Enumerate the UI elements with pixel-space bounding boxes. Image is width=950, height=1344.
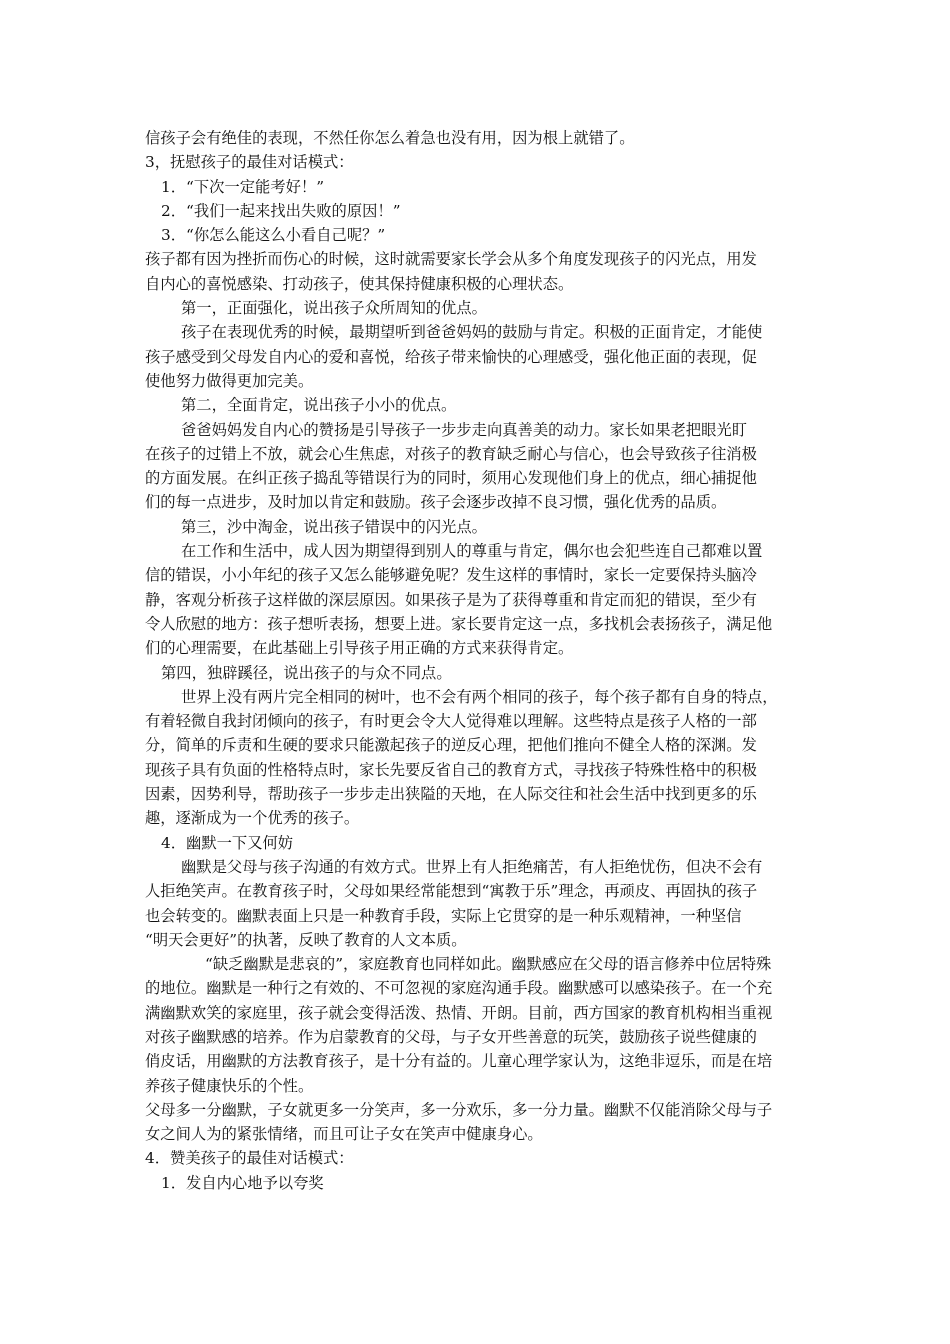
paragraph-line: 俏皮话，用幽默的方法教育孩子，是十分有益的。儿童心理学家认为，这绝非逗乐，而是在培 — [145, 1052, 773, 1071]
paragraph-line: 在工作和生活中，成人因为期望得到别人的尊重与肯定，偶尔也会犯些连自己都难以置 — [181, 542, 763, 561]
list-item: 1．“下次一定能考好！” — [161, 177, 325, 196]
heading-praise-patterns: 4．赞美孩子的最佳对话模式： — [145, 1149, 354, 1168]
paragraph-line: 的地位。幽默是一种行之有效的、不可忽视的家庭沟通手段。幽默感可以感染孩子。在一个充 — [145, 979, 773, 998]
paragraph-line: 分，简单的斥责和生硬的要求只能激起孩子的逆反心理，把他们推向不健全人格的深渊。发 — [145, 736, 757, 755]
paragraph-line: 孩子都有因为挫折而伤心的时候，这时就需要家长学会从多个角度发现孩子的闪光点，用发 — [145, 250, 757, 269]
paragraph-line: 因素，因势利导，帮助孩子一步步走出狭隘的天地，在人际交往和社会生活中找到更多的乐 — [145, 785, 757, 804]
paragraph-line: 使他努力做得更加完美。 — [145, 371, 314, 390]
paragraph-line: 现孩子具有负面的性格特点时，家长先要反省自己的教育方式，寻找孩子特殊性格中的积极 — [145, 760, 757, 779]
heading-comfort-patterns: 3，抚慰孩子的最佳对话模式： — [145, 153, 354, 172]
paragraph-line: 的方面发展。在纠正孩子捣乱等错误行为的同时，须用心发现他们身上的优点，细心捕捉他 — [145, 469, 757, 488]
paragraph-line: 也会转变的。幽默表面上只是一种教育手段，实际上它贯穿的是一种乐观精神，一种坚信 — [145, 906, 742, 925]
list-item: 1．发自内心地予以夸奖 — [161, 1173, 324, 1192]
paragraph-line: 养孩子健康快乐的个性。 — [145, 1076, 314, 1095]
paragraph-line: 幽默是父母与孩子沟通的有效方式。世界上有人拒绝痛苦，有人拒绝忧伤，但决不会有 — [181, 857, 763, 876]
subheading-first: 第一，正面强化，说出孩子众所周知的优点。 — [181, 299, 487, 318]
paragraph-line: 自内心的喜悦感染、打动孩子，使其保持健康积极的心理状态。 — [145, 274, 574, 293]
paragraph-line: “缺乏幽默是悲哀的”，家庭教育也同样如此。幽默感应在父母的语言修养中位居特殊 — [205, 955, 772, 974]
subheading-fourth: 第四，独辟蹊径，说出孩子的与众不同点。 — [161, 663, 452, 682]
paragraph-line: 父母多一分幽默，子女就更多一分笑声，多一分欢乐，多一分力量。幽默不仅能消除父母与子 — [145, 1100, 773, 1119]
paragraph-line: 信孩子会有绝佳的表现，不然任你怎么着急也没有用，因为根上就错了。 — [145, 129, 635, 147]
paragraph-line: 令人欣慰的地方：孩子想听表扬，想要上进。家长要肯定这一点，多找机会表扬孩子，满足他 — [145, 614, 773, 633]
paragraph-line: 爸爸妈妈发自内心的赞扬是引导孩子一步步走向真善美的动力。家长如果老把眼光盯 — [181, 420, 747, 439]
list-item: 3．“你怎么能这么小看自己呢？” — [161, 226, 386, 245]
paragraph-line: 满幽默欢笑的家庭里，孩子就会变得活泼、热情、开朗。目前，西方国家的教育机构相当重视 — [145, 1003, 773, 1022]
paragraph-line: 静，客观分析孩子这样做的深层原因。如果孩子是为了获得尊重和肯定而犯的错误，至少有 — [145, 590, 757, 609]
paragraph-line: 趣，逐渐成为一个优秀的孩子。 — [145, 809, 360, 828]
paragraph-line: 人拒绝笑声。在教育孩子时，父母如果经常能想到“寓教于乐”理念，再顽皮、再固执的孩子 — [145, 882, 758, 901]
paragraph-line: 们的心理需要，在此基础上引导孩子用正确的方式来获得肯定。 — [145, 639, 574, 658]
subheading-third: 第三，沙中淘金，说出孩子错误中的闪光点。 — [181, 517, 487, 536]
paragraph-line: 世界上没有两片完全相同的树叶，也不会有两个相同的孩子，每个孩子都有自身的特点， — [181, 687, 778, 706]
paragraph-line: 对孩子幽默感的培养。作为启蒙教育的父母，与子女开些善意的玩笑，鼓励孩子说些健康的 — [145, 1027, 757, 1046]
paragraph-line: 孩子感受到父母发自内心的爱和喜悦，给孩子带来愉快的心理感受，强化他正面的表现，促 — [145, 347, 757, 366]
paragraph-line: 有着轻微自我封闭倾向的孩子，有时更会令大人觉得难以理解。这些特点是孩子人格的一部 — [145, 712, 757, 731]
document-body — [145, 126, 817, 1195]
paragraph-line: 们的每一点进步，及时加以肯定和鼓励。孩子会逐步改掉不良习惯，强化优秀的品质。 — [145, 493, 727, 512]
list-item: 2．“我们一起来找出失败的原因！” — [161, 201, 401, 220]
paragraph-line: 孩子在表现优秀的时候，最期望听到爸爸妈妈的鼓励与肯定。积极的正面肯定，才能使 — [181, 323, 763, 342]
subheading-second: 第二，全面肯定，说出孩子小小的优点。 — [181, 396, 457, 415]
paragraph-line: 信的错误，小小年纪的孩子又怎么能够避免呢？发生这样的事情时，家长一定要保持头脑冷 — [145, 566, 757, 585]
paragraph-line: 女之间人为的紧张情绪，而且可让子女在笑声中健康身心。 — [145, 1125, 543, 1144]
heading-humor: 4．幽默一下又何妨 — [161, 833, 294, 852]
paragraph-line: “明天会更好”的执著，反映了教育的人文本质。 — [145, 930, 467, 949]
paragraph-line: 在孩子的过错上不放，就会心生焦虑，对孩子的教育缺乏耐心与信心，也会导致孩子往消极 — [145, 444, 757, 463]
